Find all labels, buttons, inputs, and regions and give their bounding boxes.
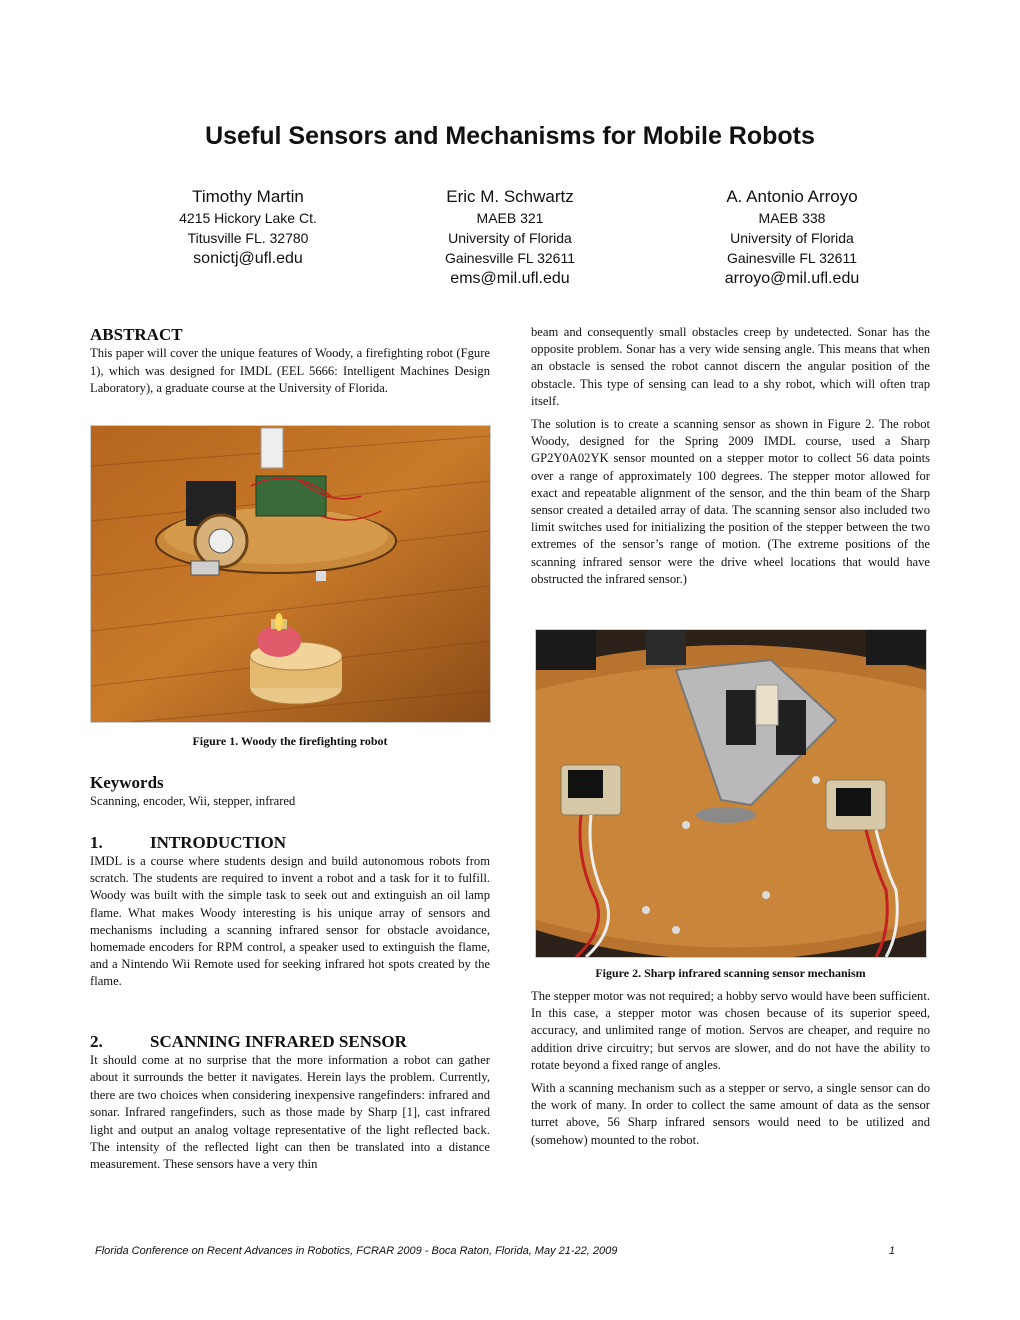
abstract-text: This paper will cover the unique features of Woody, a firefighting robot (Fgure 1), which was designed for IMDL (EEL 5666: Intelligent Machines Design Laboratory), a graduate course at the University of Florida.	[90, 346, 490, 396]
section-introduction	[90, 833, 490, 991]
author-address-line: Titusville FL. 32780	[187, 230, 309, 246]
section-2-number: 2.	[90, 1032, 103, 1051]
author-block-1	[128, 186, 368, 270]
right-paragraph-3: The stepper motor was not required; a hobby servo would have been sufficient. In this case, a stepper motor was chosen because of its superior speed, accuracy, and unlimited range of motion. Servos are cheaper, and require no addition drive circuitry; but servos are slower, and do not have the ability to rotate beyond a fixed range of angles.	[531, 989, 930, 1072]
right-paragraph-1: beam and consequently small obstacles creep by undetected. Sonar has the opposite problem. Sonar has a very wide sensing angle. This means that when an obstacle is sensed the robot cannot discern the angular position of the obstacle. This type of sensing can lead to a shy robot, which will often trap itself.	[531, 325, 930, 408]
author-address-line: Gainesville FL 32611	[727, 250, 857, 266]
author-email[interactable]: sonictj@ufl.edu	[193, 250, 303, 267]
right-column-bottom	[531, 988, 930, 1149]
author-address-line: University of Florida	[448, 230, 572, 246]
author-email[interactable]: arroyo@mil.ufl.edu	[724, 270, 860, 287]
author-address-line: Gainesville FL 32611	[445, 250, 575, 266]
right-paragraph-4: With a scanning mechanism such as a stepper or servo, a single sensor can do the work of many. In order to collect the same amount of data as the sensor turret above, 56 Sharp infrared sensors would need to be utilized and (somehow) mounted to the robot.	[531, 1081, 930, 1147]
author-name: Eric M. Schwartz	[446, 187, 574, 206]
figure-2-photo	[535, 629, 927, 958]
figure-2-caption: Figure 2. Sharp infrared scanning sensor mechanism	[595, 966, 866, 980]
sensor-mechanism-image	[536, 630, 926, 957]
author-name: Timothy Martin	[192, 187, 304, 206]
figure-1-caption: Figure 1. Woody the firefighting robot	[192, 734, 388, 748]
section-scanning-infrared-sensor	[90, 1032, 490, 1174]
author-address-line: MAEB 321	[476, 210, 544, 226]
page-footer	[95, 1245, 895, 1257]
author-block-3	[672, 186, 912, 290]
author-email[interactable]: ems@mil.ufl.edu	[450, 270, 570, 287]
author-address-line: 4215 Hickory Lake Ct.	[179, 210, 317, 226]
author-address-line: MAEB 338	[758, 210, 826, 226]
figure-1-photo	[90, 425, 491, 723]
section-1-text: IMDL is a course where students design and build autonomous robots from scratch. The students are required to invent a robot and a task for it to fulfill. Woody was built with the simple task to seek out and extinguish an oil lamp flame. What makes Woody interesting is his unique array of sensors and mechanisms including a scanning infrared sensor for obstacle avoidance, homemade encoders for RPM control, a speaker used to extinguish the flame, and a Nintendo Wii Remote used for seeking infrared hot spots created by the flame.	[90, 854, 490, 989]
section-1-number: 1.	[90, 833, 103, 852]
keywords-section	[90, 773, 490, 810]
robot-photo-image	[91, 426, 490, 722]
footer-conference-text: Florida Conference on Recent Advances in Robotics, FCRAR 2009 - Boca Raton, Florida, May 21-22, 2009	[95, 1245, 618, 1257]
section-2-heading	[90, 1032, 490, 1052]
section-2-text: It should come at no surprise that the more information a robot can gather about it surrounds the better it navigates. Herein lays the problem. Currently, there are two choices when considering inexpensive rangefinders: infrared and sonar. Infrared rangefinders, such as those made by Sharp [1], cast infrared light and output an analog voltage representative of the light reflected back. The intensity of the reflected light can then be translated into a distance measurement. These sensors have a very thin	[90, 1053, 490, 1172]
keywords-text: Scanning, encoder, Wii, stepper, infrared	[90, 794, 296, 808]
right-column-top	[531, 324, 930, 588]
author-address-line: University of Florida	[730, 230, 854, 246]
paper-title: Useful Sensors and Mechanisms for Mobile Robots	[205, 122, 815, 150]
right-paragraph-2: The solution is to create a scanning sensor as shown in Figure 2. The robot Woody, designed for the Spring 2009 IMDL course, used a Sharp GP2Y0A02YK sensor mounted on a stepper motor to collect 56 data points over a range of approximately 100 degrees. The stepper motor allowed for exact and repeatable alignment of the sensor, and the thin beam of the Sharp sensor created a detailed array of data. The scanning sensor also included two limit switches used for initializing the position of the stepper between the two extremes of the sensor’s range of motion. (The extreme positions of the scanning infrared sensor were the drive wheel locations that would have obstructed the infrared sensor.)	[531, 417, 930, 586]
author-block-2	[390, 186, 630, 290]
section-2-title: SCANNING INFRARED SENSOR	[150, 1032, 407, 1051]
abstract-section	[90, 325, 490, 398]
author-name: A. Antonio Arroyo	[726, 187, 858, 206]
page-number: 1	[888, 1245, 895, 1257]
keywords-heading: Keywords	[90, 773, 164, 792]
section-1-heading	[90, 833, 490, 853]
abstract-heading: ABSTRACT	[90, 325, 183, 344]
section-1-title: INTRODUCTION	[150, 833, 287, 852]
